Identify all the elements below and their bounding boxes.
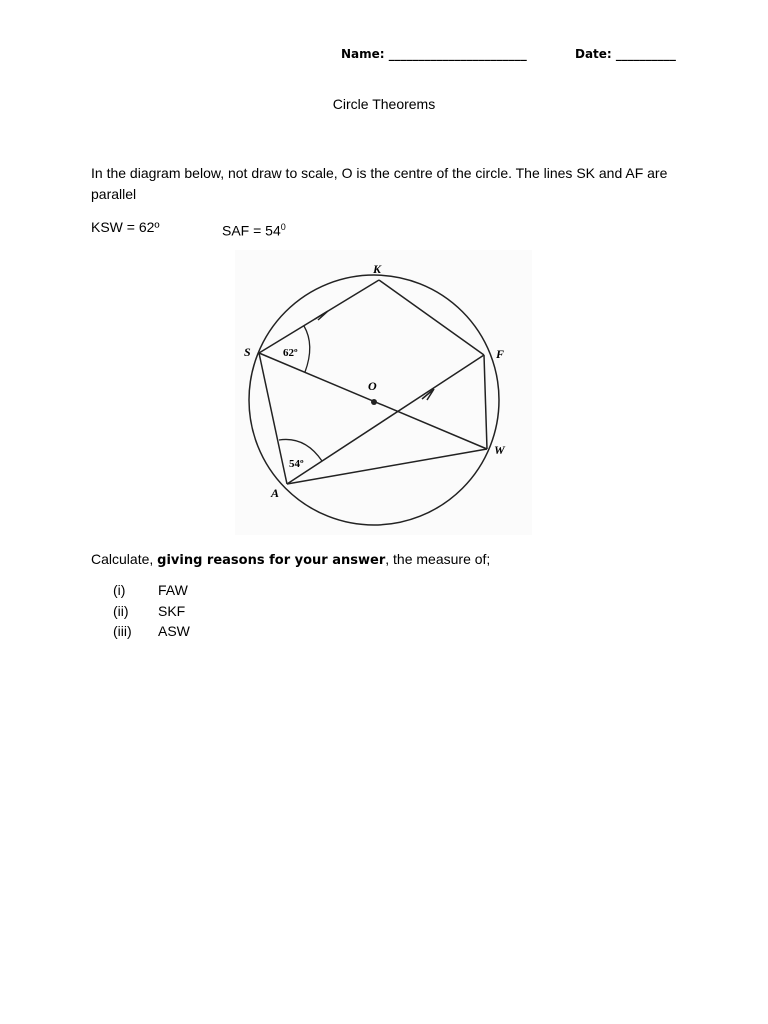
centre-point (371, 399, 377, 405)
calculate-prefix: Calculate, (91, 551, 158, 567)
question-item (113, 603, 313, 624)
line-af (287, 355, 484, 484)
intro-paragraph: In the diagram below, not draw to scale, O is the centre of the circle. The lines SK and AF are parallel (91, 165, 668, 202)
angle-label-s: 62º (283, 347, 298, 359)
line-sa (259, 353, 287, 484)
label-a: A (271, 486, 280, 500)
question-item (113, 582, 313, 603)
calculate-suffix: , the measure of; (385, 551, 491, 567)
page-title: Circle Theorems (332, 96, 436, 112)
angle-label-a: 54º (289, 458, 304, 470)
given-angle-saf (222, 217, 286, 242)
date-field: Date: __________ (575, 47, 676, 61)
question-text: SKF (158, 602, 186, 619)
degree-symbol: 0 (280, 222, 286, 232)
question-item (113, 623, 313, 644)
circle-diagram (235, 250, 532, 535)
label-f: F (496, 347, 505, 361)
parallel-arrow-sk (315, 311, 328, 320)
label-o: O (368, 379, 377, 393)
line-fw (484, 355, 487, 449)
question-number: (i) (113, 582, 126, 598)
question-text: FAW (158, 582, 188, 598)
question-number: (ii) (113, 602, 129, 619)
given-angle-ksw: KSW = 62º (91, 219, 160, 235)
calculate-bold: giving reasons for your answer (157, 553, 386, 568)
name-field: Name: _______________________ (341, 47, 527, 61)
label-w: W (494, 443, 505, 457)
label-s: S (244, 345, 251, 359)
calculate-instruction (91, 549, 681, 571)
question-text: ASW (158, 623, 190, 639)
question-number: (iii) (113, 623, 132, 639)
angle-arc-s (304, 326, 310, 372)
question-list (113, 582, 313, 644)
given-angle-saf-value: SAF = 54 (222, 222, 281, 239)
label-k: K (373, 262, 382, 276)
